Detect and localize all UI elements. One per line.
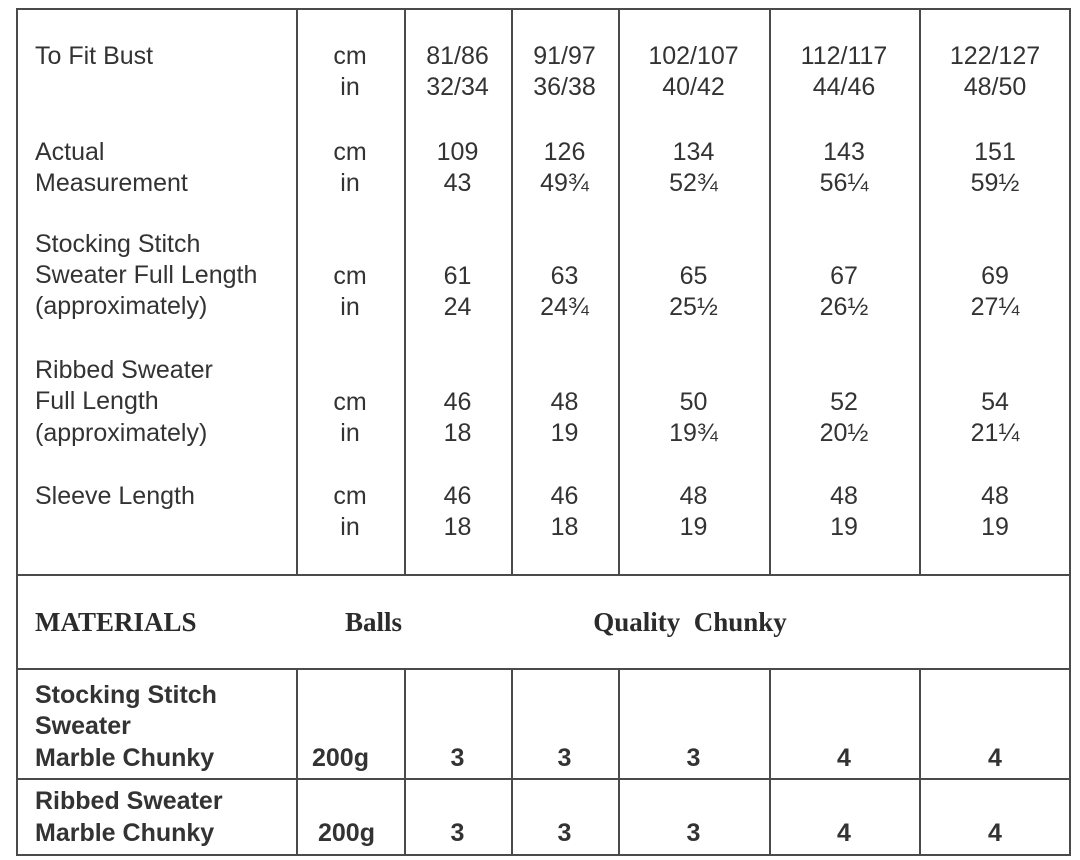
unit-in: in — [340, 419, 360, 447]
cell-cm: 112/117 — [800, 42, 888, 70]
cell-cm: 61 — [443, 262, 472, 290]
unit-in: in — [340, 513, 360, 541]
ball-count: 3 — [686, 819, 701, 847]
unit-cm: cm — [333, 42, 367, 70]
ball-count: 3 — [557, 744, 572, 772]
row-label: To Fit Bust — [35, 42, 154, 70]
cell-cm: 65 — [679, 262, 708, 290]
cell-cm: 46 — [443, 388, 472, 416]
row-label: Ribbed Sweater — [35, 356, 213, 384]
row-label: (approximately) — [35, 292, 208, 320]
cell-in: 32/34 — [426, 73, 489, 101]
cell-in: 27¼ — [970, 293, 1020, 321]
column-divider — [296, 668, 298, 856]
ball-count: 3 — [450, 819, 465, 847]
cell-cm: 67 — [830, 262, 858, 290]
cell-cm: 134 — [672, 138, 715, 166]
cell-in: 59½ — [970, 169, 1020, 197]
cell-in: 40/42 — [662, 73, 725, 101]
row-label: Sleeve Length — [35, 482, 195, 510]
unit-in: in — [340, 293, 360, 321]
unit-in: in — [340, 169, 360, 197]
row-label: Full Length — [35, 387, 159, 415]
cell-in: 20½ — [819, 419, 869, 447]
cell-cm: 81/86 — [426, 42, 489, 70]
cell-in: 49¾ — [540, 169, 589, 197]
cell-cm: 50 — [679, 388, 708, 416]
ball-count: 3 — [557, 819, 572, 847]
material-weight: 200g — [318, 819, 375, 847]
unit-cm: cm — [333, 482, 367, 510]
cell-cm: 48 — [679, 482, 708, 510]
row-label: Actual — [35, 138, 105, 166]
cell-cm: 46 — [550, 482, 579, 510]
cell-in: 19¾ — [669, 419, 718, 447]
ball-count: 3 — [450, 744, 465, 772]
row-divider — [16, 778, 1071, 780]
cell-cm: 48 — [550, 388, 579, 416]
cell-in: 18 — [443, 419, 472, 447]
cell-in: 18 — [443, 513, 472, 541]
row-label: Stocking Stitch — [35, 230, 201, 258]
cell-cm: 126 — [543, 138, 586, 166]
cell-in: 19 — [830, 513, 858, 541]
cell-cm: 54 — [981, 388, 1009, 416]
cell-cm: 109 — [436, 138, 479, 166]
cell-in: 25½ — [669, 293, 718, 321]
row-label: Measurement — [35, 169, 188, 197]
unit-in: in — [340, 73, 360, 101]
row-divider — [16, 668, 1071, 670]
cell-in: 43 — [443, 169, 472, 197]
cell-cm: 69 — [981, 262, 1009, 290]
cell-cm: 48 — [830, 482, 858, 510]
ball-count: 4 — [837, 819, 851, 847]
ball-count: 3 — [686, 744, 701, 772]
row-label: Sweater Full Length — [35, 261, 258, 289]
cell-cm: 52 — [830, 388, 858, 416]
cell-in: 24¾ — [540, 293, 589, 321]
quality-header: Quality Chunky — [593, 607, 787, 637]
cell-in: 44/46 — [812, 73, 876, 101]
material-label: Marble Chunky — [35, 744, 215, 772]
cell-in: 24 — [443, 293, 472, 321]
cell-in: 56¼ — [819, 169, 869, 197]
cell-cm: 143 — [823, 138, 865, 166]
cell-cm: 102/107 — [648, 42, 739, 70]
cell-cm: 91/97 — [533, 42, 596, 70]
cell-cm: 46 — [443, 482, 472, 510]
cell-in: 18 — [550, 513, 579, 541]
cell-cm: 151 — [974, 138, 1016, 166]
cell-in: 19 — [550, 419, 579, 447]
cell-in: 21¼ — [970, 419, 1020, 447]
cell-in: 19 — [981, 513, 1009, 541]
cell-in: 52¾ — [669, 169, 718, 197]
balls-header: Balls — [344, 607, 403, 637]
unit-cm: cm — [333, 138, 367, 166]
ball-count: 4 — [988, 819, 1002, 847]
cell-in: 26½ — [819, 293, 869, 321]
cell-cm: 48 — [981, 482, 1009, 510]
row-label: (approximately) — [35, 419, 208, 447]
material-weight: 200g — [312, 744, 369, 772]
ball-count: 4 — [837, 744, 851, 772]
cell-cm: 122/127 — [949, 42, 1041, 70]
row-divider — [16, 574, 1071, 576]
materials-title: MATERIALS — [35, 607, 197, 637]
material-label: Ribbed Sweater — [35, 787, 223, 815]
cell-in: 48/50 — [963, 73, 1027, 101]
cell-in: 36/38 — [533, 73, 596, 101]
ball-count: 4 — [988, 744, 1002, 772]
cell-in: 19 — [679, 513, 708, 541]
cell-cm: 63 — [550, 262, 579, 290]
unit-cm: cm — [333, 262, 367, 290]
unit-cm: cm — [333, 388, 367, 416]
material-label: Stocking Stitch — [35, 681, 217, 709]
material-label: Sweater — [35, 712, 131, 740]
material-label: Marble Chunky — [35, 819, 215, 847]
